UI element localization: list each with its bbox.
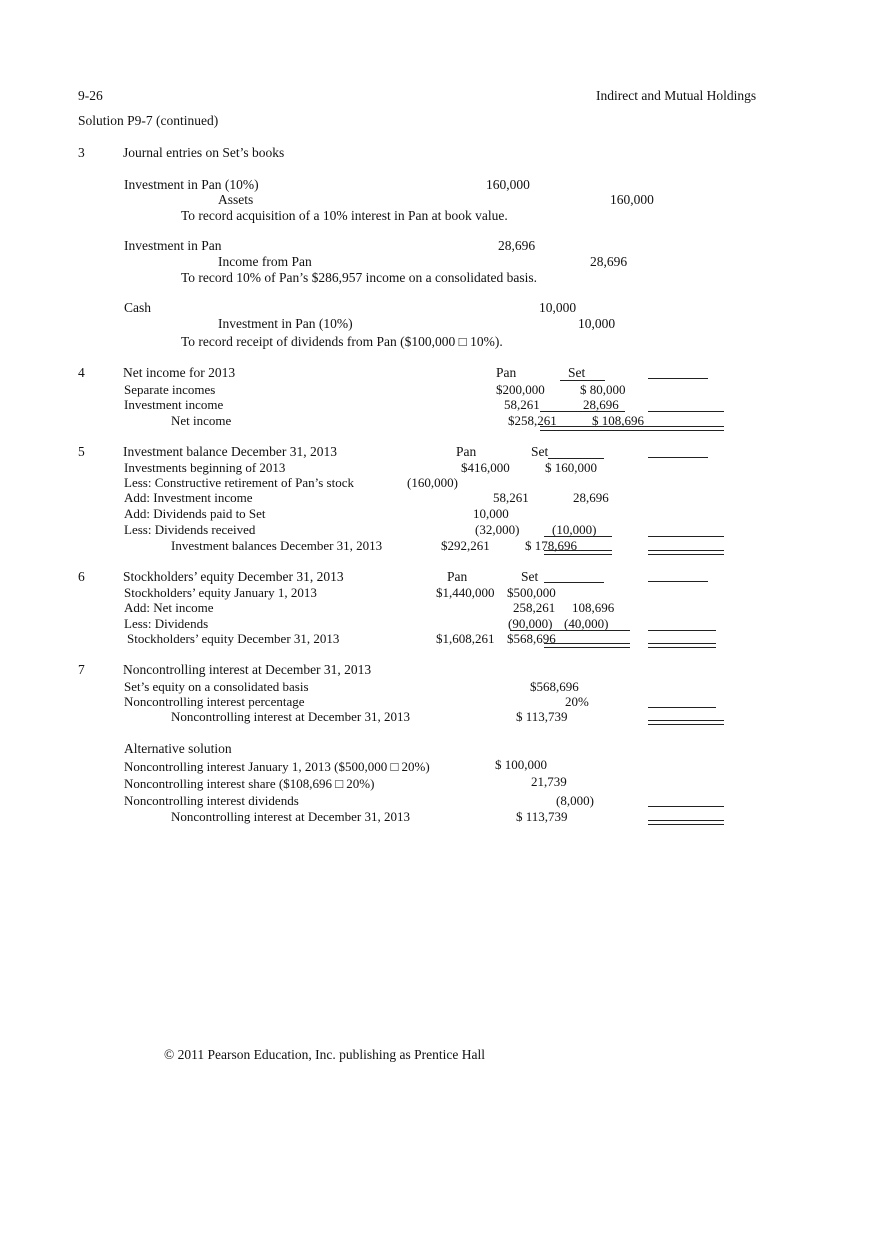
q4-row-label: Investment income	[124, 397, 224, 412]
q7-alt-row-value: (8,000)	[556, 793, 594, 808]
q6-right-rule	[648, 581, 708, 582]
q3-e2-credit-amount: 28,696	[590, 254, 628, 269]
q4-row-label: Separate incomes	[124, 382, 216, 397]
q7-row-label: Noncontrolling interest percentage	[124, 694, 305, 709]
q4-total-double-rule	[540, 426, 650, 431]
q7-number: 7	[78, 662, 85, 677]
q6-right-rule-2	[648, 630, 716, 631]
q4-row-set: 28,696	[583, 397, 619, 412]
q7-right-rule	[648, 707, 716, 708]
q5-row-label: Less: Dividends received	[124, 522, 256, 537]
q3-e2-credit-account: Income from Pan	[218, 254, 312, 269]
q3-e1-debit-amount: 160,000	[486, 177, 530, 192]
q6-col-pan: Pan	[447, 569, 468, 584]
q5-row-pan: 10,000	[473, 506, 509, 521]
q3-e1-credit-account: Assets	[218, 192, 254, 207]
q3-e3-credit-account: Investment in Pan (10%)	[218, 316, 353, 331]
q3-e1-memo: To record acquisition of a 10% interest in Pan at book value.	[181, 208, 508, 223]
q7-alt-right-double-rule	[648, 820, 724, 825]
q6-total-pan: $1,608,261	[436, 631, 495, 646]
q3-e1-debit-account: Investment in Pan (10%)	[124, 177, 259, 192]
q7-alt-row-label: Noncontrolling interest dividends	[124, 793, 299, 808]
q4-row-set: $ 80,000	[580, 382, 626, 397]
q4-total-label: Net income	[171, 413, 232, 428]
q5-total-pan: $292,261	[441, 538, 490, 553]
page-number: 9-26	[78, 88, 103, 103]
q6-row-pan: (90,000)	[508, 616, 553, 631]
footer-copyright: © 2011 Pearson Education, Inc. publishing as Prentice Hall	[164, 1047, 485, 1062]
q6-row-pan: $1,440,000	[436, 585, 495, 600]
q7-alt-row-value: $ 100,000	[495, 757, 547, 772]
q3-title: Journal entries on Set’s books	[123, 145, 285, 160]
q6-title: Stockholders’ equity December 31, 2013	[123, 569, 344, 584]
q3-e3-credit-amount: 10,000	[578, 316, 616, 331]
q5-total-label: Investment balances December 31, 2013	[171, 538, 383, 553]
q7-alt-row-label: Noncontrolling interest share ($108,696 □ 20%)	[124, 776, 375, 791]
q5-total-double-rule	[544, 550, 612, 555]
q5-row-set: $ 160,000	[545, 460, 597, 475]
q6-row-set: 108,696	[572, 600, 615, 615]
q7-total-value: $ 113,739	[516, 709, 568, 724]
q7-alt-title: Alternative solution	[124, 741, 232, 756]
q4-row-pan: 58,261	[504, 397, 540, 412]
q6-row-pan: 258,261	[513, 600, 556, 615]
q3-e3-memo: To record receipt of dividends from Pan ($100,000 □ 10%).	[181, 334, 503, 349]
q4-subtotal-rule	[540, 411, 625, 412]
q3-e3-debit-amount: 10,000	[539, 300, 577, 315]
q5-right-rule	[648, 457, 708, 458]
q5-right-rule-2	[648, 536, 724, 537]
q5-row-label: Add: Investment income	[124, 490, 253, 505]
q4-right-rule	[648, 378, 708, 379]
q7-alt-right-rule	[648, 806, 724, 807]
q4-number: 4	[78, 365, 85, 380]
q6-right-double-rule	[648, 643, 716, 648]
q3-e3-debit-account: Cash	[124, 300, 151, 315]
solution-title: Solution P9-7 (continued)	[78, 113, 219, 128]
q6-row-label: Stockholders’ equity January 1, 2013	[124, 585, 317, 600]
q6-col-set: Set	[521, 569, 539, 584]
q5-number: 5	[78, 444, 85, 459]
q5-title: Investment balance December 31, 2013	[123, 444, 338, 459]
q5-row-pan: 58,261	[493, 490, 529, 505]
q7-alt-total-label: Noncontrolling interest at December 31, 2013	[171, 809, 410, 824]
q4-right-rule-2	[648, 411, 724, 412]
q3-e1-credit-amount: 160,000	[610, 192, 654, 207]
q4-row-pan: $200,000	[496, 382, 545, 397]
q7-row-label: Set’s equity on a consolidated basis	[124, 679, 309, 694]
q5-subtotal-rule	[544, 536, 612, 537]
q5-col-set: Set	[531, 444, 549, 459]
q5-row-pan: $416,000	[461, 460, 510, 475]
q3-e2-debit-amount: 28,696	[498, 238, 536, 253]
q5-row-pan: (32,000)	[475, 522, 520, 537]
q6-set-header-underline	[544, 582, 604, 583]
q4-total-set: $ 108,696	[592, 413, 644, 428]
q5-row-set: (10,000)	[552, 522, 597, 537]
q7-alt-row-label: Noncontrolling interest January 1, 2013 ($500,000 □ 20%)	[124, 759, 430, 774]
q6-row-label: Add: Net income	[124, 600, 214, 615]
q5-row-label: Add: Dividends paid to Set	[124, 506, 266, 521]
q4-total-pan: $258,261	[508, 413, 557, 428]
q6-total-label: Stockholders’ equity December 31, 2013	[127, 631, 340, 646]
q6-total-double-rule	[544, 643, 630, 648]
q7-total-label: Noncontrolling interest at December 31, 2013	[171, 709, 410, 724]
q5-row-label: Investments beginning of 2013	[124, 460, 286, 475]
q4-right-double-rule	[648, 426, 724, 431]
q6-row-set: $500,000	[507, 585, 556, 600]
q7-row-value: 20%	[565, 694, 589, 709]
q6-row-set: (40,000)	[564, 616, 609, 631]
q7-row-value: $568,696	[530, 679, 579, 694]
q7-right-double-rule	[648, 720, 724, 725]
q7-alt-row-value: 21,739	[531, 774, 567, 789]
q5-col-pan: Pan	[456, 444, 477, 459]
q3-e2-memo: To record 10% of Pan’s $286,957 income on a consolidated basis.	[181, 270, 537, 285]
q5-set-header-underline	[548, 458, 604, 459]
q6-row-label: Less: Dividends	[124, 616, 209, 631]
q5-row-set: 28,696	[573, 490, 609, 505]
q5-row-label: Less: Constructive retirement of Pan’s stock	[124, 475, 354, 490]
q5-total-set: $ 178,696	[525, 538, 577, 553]
q3-number: 3	[78, 145, 85, 160]
q7-alt-total-value: $ 113,739	[516, 809, 568, 824]
q4-title: Net income for 2013	[123, 365, 236, 380]
chapter-title: Indirect and Mutual Holdings	[596, 88, 757, 103]
q6-number: 6	[78, 569, 85, 584]
q6-total-set: $568,696	[507, 631, 556, 646]
q5-row-pan: (160,000)	[407, 475, 458, 490]
q4-col-set: Set	[568, 365, 586, 380]
q4-col-pan: Pan	[496, 365, 517, 380]
q5-right-double-rule	[648, 550, 724, 555]
q4-set-header-underline	[560, 380, 605, 381]
q3-e2-debit-account: Investment in Pan	[124, 238, 222, 253]
q7-title: Noncontrolling interest at December 31, 2013	[123, 662, 372, 677]
